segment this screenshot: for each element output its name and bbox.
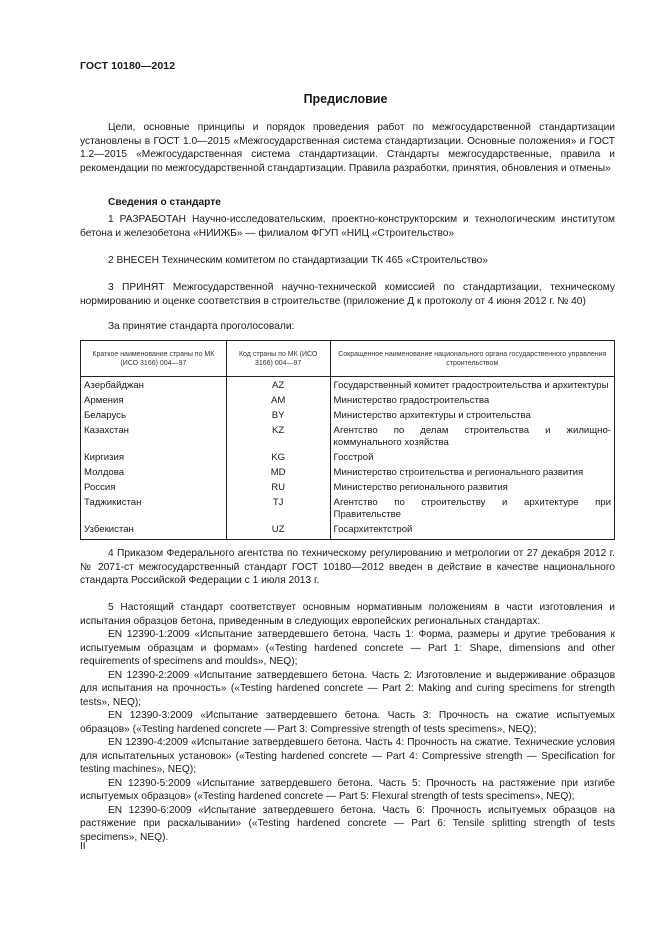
en-standard-3: EN 12390-3:2009 «Испытание затвердевшего бетона. Часть 3: Прочность на сжатие испытуемых образцов» («Testing hardened concrete — Part 3: Compressive strength of tests specimens», NEQ);: [80, 710, 615, 735]
page-number: II: [80, 841, 86, 852]
table-row: [81, 408, 615, 423]
code-cell: UZ: [226, 522, 330, 540]
intro-paragraph: Цели, основные принципы и порядок проведения работ по межгосударственной стандартизации установлены в ГОСТ 1.0—2015 «Межгосударственная система стандартизации. Основные положения» и ГОСТ 1.2—2015 «Межгосударственная система стандартизации. Стандарты межгосударственные, правила и рекомендации по межгосударственной стандартизации. Правила разработки, принятия, обновления и отмены»: [80, 122, 615, 174]
country-cell: Казахстан: [81, 423, 227, 450]
en-standard-2: EN 12390-2:2009 «Испытание затвердевшего бетона. Часть 2: Изготовление и выдерживание образцов для испытания на прочность» («Testing hardened concrete — Part 2: Making and curing specimens for strength tests», NEQ);: [80, 669, 615, 708]
country-cell: Киргизия: [81, 450, 227, 465]
country-cell: Россия: [81, 480, 227, 495]
en-standard-6: EN 12390-6:2009 «Испытание затвердевшего бетона. Часть 6: Прочность испытуемых образцов на растяжение при раскалывании» («Testing hardened concrete — Part 6: Tensile splitting strength of tests specimens», NEQ).: [80, 804, 615, 843]
code-cell: RU: [226, 480, 330, 495]
item-4-paragraph: 4 Приказом Федерального агентства по техническому регулированию и метрологии от 27 декабря 2012 г. № 2071-ст межгосударственный стандарт ГОСТ 10180—2012 введен в действие в качестве национального стандарта Российской Федерации с 1 июля 2013 г.: [80, 548, 615, 586]
en-standard-4: EN 12390-4:2009 «Испытание затвердевшего бетона. Часть 4: Прочность на сжатие. Технические условия для испытательных установок» («Testing hardened concrete — Part 4: Compressive strength — Specification for testing machines», NEQ);: [80, 737, 615, 775]
header-code: Код страны по МК (ИСО 3166) 004—97: [226, 341, 330, 377]
item-5-lead: 5 Настоящий стандарт соответствует основным нормативным положениям в части изготовления и испытания образцов бетона, приведенным в следующих европейских региональных стандартах:: [80, 602, 615, 627]
code-cell: BY: [226, 408, 330, 423]
country-cell: Таджикистан: [81, 495, 227, 522]
table-row: [81, 480, 615, 495]
vote-intro: За принятие стандарта проголосовали:: [108, 321, 295, 332]
code-cell: AM: [226, 393, 330, 408]
standard-code-header: ГОСТ 10180—2012: [80, 60, 176, 72]
en-standard-5: EN 12390-5:2009 «Испытание затвердевшего бетона. Часть 5: Прочность на растяжение при изгибе испытуемых образцов» («Testing hardened concrete — Part 5: Flexural strength of tests specimens», NEQ);: [80, 777, 615, 802]
item-2-paragraph: 2 ВНЕСЕН Техническим комитетом по стандартизации ТК 465 «Строительство»: [108, 255, 488, 266]
country-cell: Азербайджан: [81, 377, 227, 394]
item-3-paragraph: 3 ПРИНЯТ Межгосударственной научно-технической комиссией по стандартизации, техническому нормированию и оценке соответствия в строительстве (приложение Д к протоколу от 4 июня 2012 г. № 40): [80, 282, 615, 307]
voting-table: [80, 340, 615, 540]
section-title-block: [80, 196, 615, 210]
code-cell: KZ: [226, 423, 330, 450]
org-cell: Государственный комитет градостроительства и архитектуры: [330, 377, 614, 394]
table-row: [81, 450, 615, 465]
item-3-block: [80, 281, 615, 308]
table-row: [81, 423, 615, 450]
item-1-paragraph: 1 РАЗРАБОТАН Научно-исследовательским, проектно-конструкторским и технологическим институтом бетона и железобетона «НИИЖБ» — филиалом ФГУП «НИЦ «Строительство»: [80, 214, 615, 239]
table-row: [81, 465, 615, 480]
en-standard-1: EN 12390-1:2009 «Испытание затвердевшего бетона. Часть 1: Форма, размеры и другие требования к испытуемым образцам и формам» («Testing hardened concrete — Part 1: Shape, dimensions and other requirements of specimens and moulds», NEQ);: [80, 629, 615, 667]
item-1-block: [80, 213, 615, 240]
org-cell: Агентство по строительству и архитектуре при Правительстве: [330, 495, 614, 522]
table-header-row: [81, 341, 615, 377]
section-title: Сведения о стандарте: [108, 197, 221, 208]
country-cell: Узбекистан: [81, 522, 227, 540]
vote-intro-block: [80, 320, 615, 334]
header-org: Сокращенное наименование национального органа государственного управления строительством: [330, 341, 614, 377]
page-title: Предисловие: [303, 92, 388, 106]
org-cell: Госстрой: [330, 450, 614, 465]
code-cell: TJ: [226, 495, 330, 522]
table-row: [81, 522, 615, 540]
item-5-block: [80, 601, 615, 844]
table-row: [81, 377, 615, 394]
org-cell: Госархитектстрой: [330, 522, 614, 540]
code-cell: AZ: [226, 377, 330, 394]
item-2-block: [80, 254, 615, 268]
org-cell: Министерство архитектуры и строительства: [330, 408, 614, 423]
intro-block: [80, 121, 615, 175]
country-cell: Беларусь: [81, 408, 227, 423]
org-cell: Министерство регионального развития: [330, 480, 614, 495]
org-cell: Агентство по делам строительства и жилищно-коммунального хозяйства: [330, 423, 614, 450]
org-cell: Министерство строительства и регионального развития: [330, 465, 614, 480]
table-row: [81, 495, 615, 522]
header-country: Краткое наименование страны по МК (ИСО 3166) 004—97: [81, 341, 227, 377]
item-4-block: [80, 547, 615, 588]
table-row: [81, 393, 615, 408]
code-cell: KG: [226, 450, 330, 465]
code-cell: MD: [226, 465, 330, 480]
org-cell: Министерство градостроительства: [330, 393, 614, 408]
country-cell: Армения: [81, 393, 227, 408]
country-cell: Молдова: [81, 465, 227, 480]
